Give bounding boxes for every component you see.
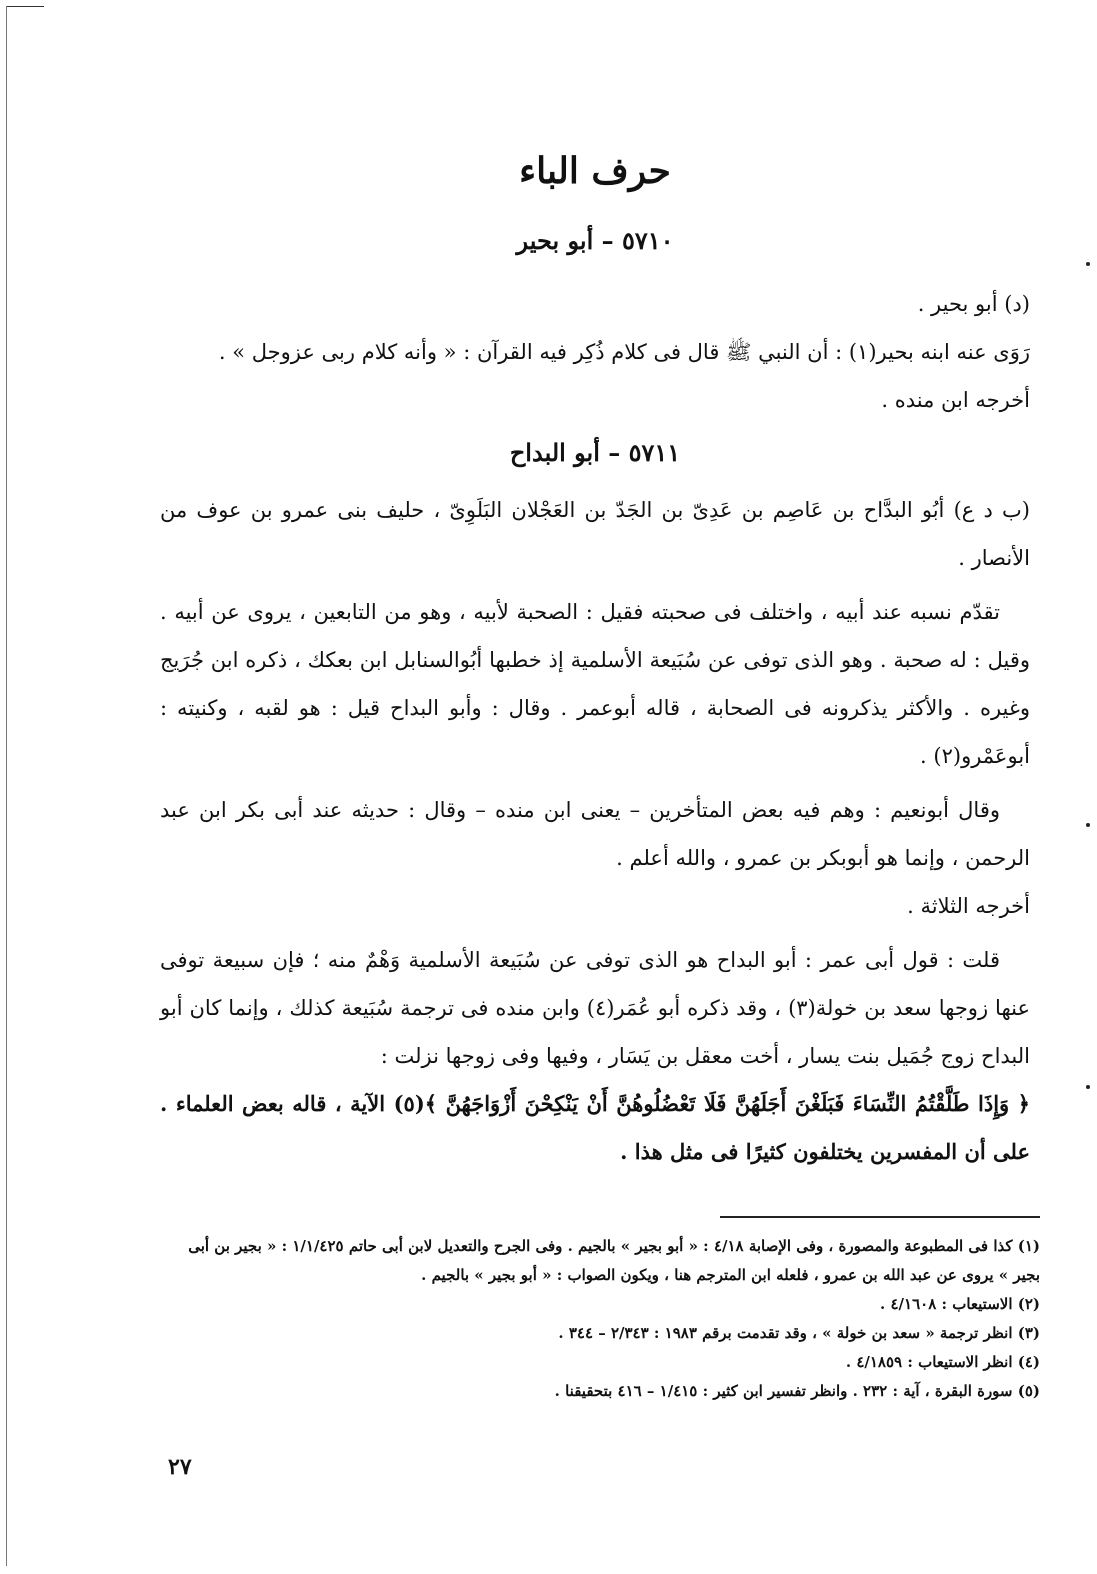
footnote-4: (٤) انظر الاستيعاب : ٤/١٨٥٩ . <box>845 1353 1040 1371</box>
scan-speck <box>1086 823 1090 827</box>
entry-5711-para-4: أخرجه الثلاثة . <box>907 894 1030 918</box>
footnote-5: (٥) سورة البقرة ، آية : ٢٣٢ . وانظر تفسير ابن كثير : ١/٤١٥ – ٤١٦ بتحقيقنا . <box>554 1382 1040 1400</box>
entry-heading-5711: ٥٧١١ – أبو البداح <box>509 438 681 467</box>
entry-5711-body <box>160 486 1030 1176</box>
entry-5710-line-2: رَوَى عنه ابنه بحير(١) : أن النبي ﷺ قال فى كلام ذُكِر فيه القرآن : « وأنه كلام ربى عزوجل » . <box>218 340 1030 364</box>
entry-5711-para-2: تقدّم نسبه عند أبيه ، واختلف فى صحبته فقيل : الصحبة لأبيه ، وهو من التابعين ، يروى عن أبيه . وقيل : له صحبة . وهو الذى توفى عن سُبَيعة الأسلمية إذ خطبها أبُوالسنابل ابن بعكك ، ذكره ابن جُرَيج وغيره . والأكثر يذكرونه فى الصحابة ، قاله أبوعمر . وقال : وأبو البداح قيل : هو لقبه ، وكنيته : أبوعَمْرو(٢) . <box>160 600 1030 768</box>
entry-5710-body <box>160 280 1030 424</box>
entry-5711-para-1: (ب د ع) أبُو البدَّاح بن عَاصِم بن عَدِىّ بن الجَدّ بن العَجْلان البَلَوِىّ ، حليف بنى عمرو بن عوف من الأنصار . <box>160 498 1030 570</box>
entry-5710-line-1: (د) أبو بحير . <box>917 292 1030 316</box>
page-title: حرف الباء <box>519 150 671 192</box>
footnotes <box>160 1232 1040 1406</box>
entry-5711-para-3: وقال أبونعيم : وهم فيه بعض المتأخرين – يعنى ابن منده – وقال : حديثه عند أبى بكر ابن عبد الرحمن ، وإنما هو أبوبكر بن عمرو ، والله أعلم . <box>160 798 1030 870</box>
entry-5710-line-3: أخرجه ابن منده . <box>881 388 1030 412</box>
footnote-1: (١) كذا فى المطبوعة والمصورة ، وفى الإصابة ٤/١٨ : « أبو بجير » بالجيم . وفى الجرح والتعديل لابن أبى حاتم ١/١/٤٢٥ : « بجير بن أبى بجير » يروى عن عبد الله بن عمرو ، فلعله ابن المترجم هنا ، ويكون الصواب : « أبو بجير » بالجيم . <box>188 1237 1040 1284</box>
scan-border-left <box>6 6 7 1566</box>
entry-heading-5710: ٥٧١٠ – أبو بحير <box>516 226 674 255</box>
entry-5711-para-5: قلت : قول أبى عمر : أبو البداح هو الذى توفى عن سُبَيعة الأسلمية وَهْمٌ منه ؛ فإن سبيعة توفى عنها زوجها سعد بن خولة(٣) ، وقد ذكره أبو عُمَر(٤) وابن منده فى ترجمة سُبَيعة كذلك ، وإنما كان أبو البداح زوج جُمَيل بنت يسار ، أخت معقل بن يَسَار ، وفيها وفى زوجها نزلت : <box>160 948 1031 1068</box>
quran-verse-paragraph: ﴿ وَإِذَا طَلَّقْتُمُ النِّسَاءَ فَبَلَغْنَ أَجَلَهُنَّ فَلَا تَعْضُلُوهُنَّ أَنْ يَنْكِحْنَ أَزْوَاجَهُنَّ ﴾(٥) الآية ، قاله بعض العلماء . على أن المفسرين يختلفون كثيرًا فى مثل هذا . <box>160 1091 1030 1164</box>
scan-speck <box>1086 262 1090 266</box>
footnote-3: (٣) انظر ترجمة « سعد بن خولة » ، وقد تقدمت برقم ١٩٨٣ : ٢/٣٤٣ – ٣٤٤ . <box>558 1324 1040 1342</box>
footnote-2: (٢) الاستيعاب : ٤/١٦٠٨ . <box>880 1295 1040 1313</box>
scan-speck <box>1086 1085 1090 1089</box>
scan-border-top <box>6 6 44 7</box>
page-number: ٢٧ <box>168 1454 192 1480</box>
footnote-divider <box>720 1216 1040 1218</box>
